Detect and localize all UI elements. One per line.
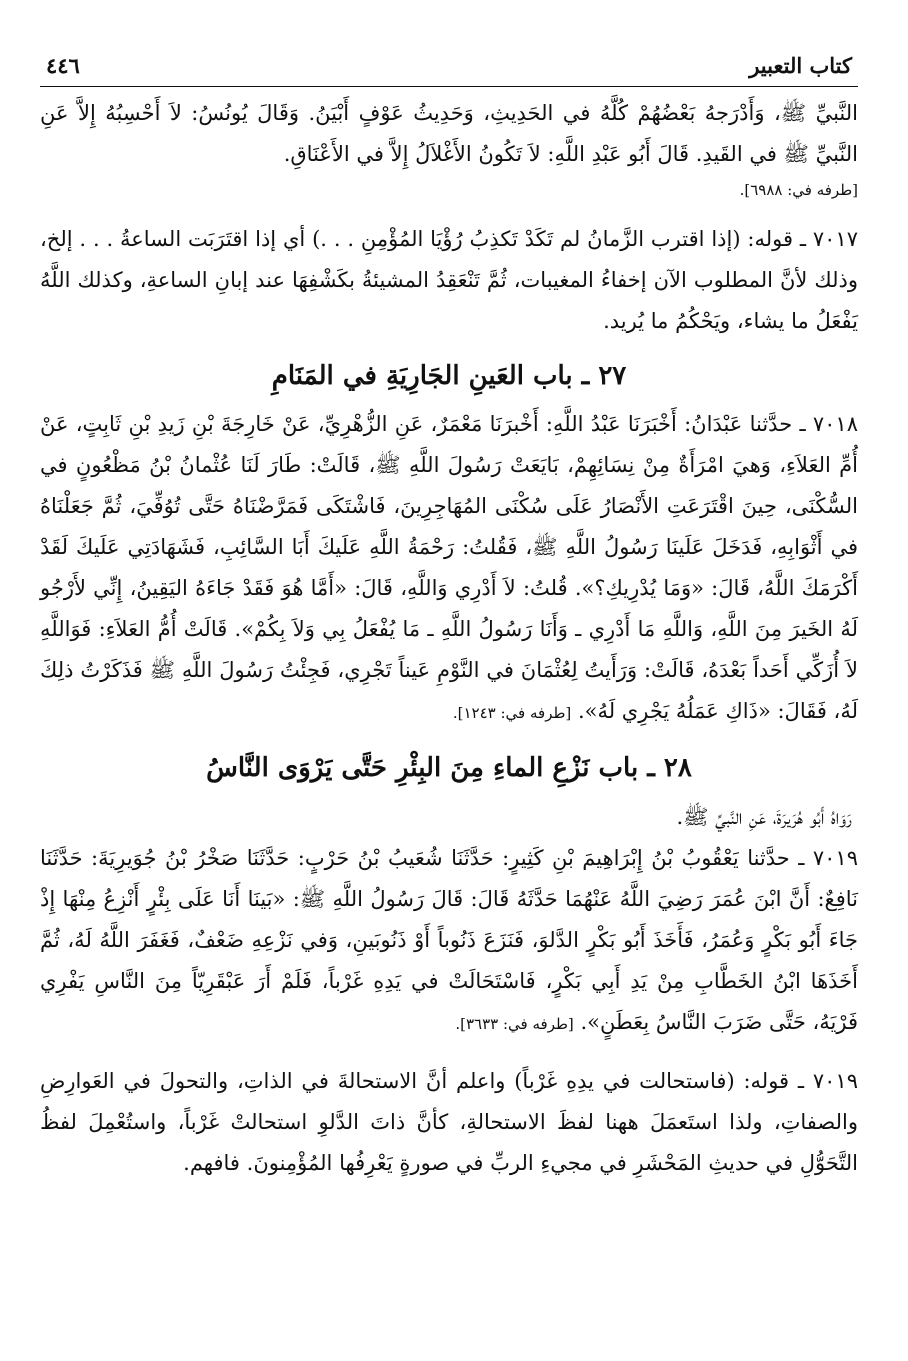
hadith-paragraph	[40, 838, 858, 1045]
cross-reference-text: [طرفه في: ٦٩٨٨].	[739, 181, 858, 199]
page-number: ٤٤٦	[46, 53, 80, 78]
commentary-paragraph	[40, 1061, 858, 1184]
book-title: كتاب التعبير	[749, 53, 852, 78]
cross-reference-text: [طرفه في: ١٢٤٣].	[452, 704, 572, 722]
cross-reference-text: [طرفه في: ٣٦٣٣].	[455, 1015, 574, 1033]
chapter-heading-28: ٢٨ ـ باب نَزْعِ الماءِ مِنَ البِئْرِ حَتَّى يَرْوَى النَّاسُ	[206, 753, 692, 783]
paragraph-text: النَّبيِّ ﷺ، وَأَدْرَجهُ بَعْضُهُمْ كُلَّهُ في الحَدِيثِ، وَحَدِيثُ عَوْفٍ أَبْيَنُ. وَقَالَ يُونُسُ: لاَ أَحْسِبُهُ إِلاَّ عَنِ النَّبيِّ ﷺ في القَيدِ. قَالَ أَبُو عَبْدِ اللَّهِ: لاَ تَكُونُ الأَغْلاَلُ إِلاَّ في الأَعْنَاقِ.	[40, 101, 858, 166]
cross-reference	[40, 175, 858, 205]
paragraph-text: ٧٠١٧ ـ قوله: (إذا اقترب الزَّمانُ لم تَكَدْ تَكذِبُ رُؤْيَا المُؤْمِنِ . . .) أي إذا اقتَرَبَت الساعةُ . . . إلخ، وذلك لأنَّ المطلوب الآن إخفاءُ المغيبات، ثُمَّ تَنْعَقِدُ المشيئةُ بكَشْفِهَا عند إبانِ الساعةِ، وكذلك اللَّهُ يَفْعَلُ ما يشاء، ويَحْكُمُ ما يُريد.	[40, 227, 858, 333]
hadith-continuation-paragraph	[40, 93, 858, 175]
narration-note: رَوَاهُ أَبُو هُرَيرَةَ، عَنِ النَّبيِّ ﷺ.	[676, 805, 852, 829]
hadith-paragraph	[40, 404, 858, 734]
commentary-paragraph	[40, 219, 858, 342]
paragraph-text: ٧٠١٩ ـ قوله: (فاستحالت في يدِهِ غَرْباً) واعلم أنَّ الاستحالةَ في الذاتِ، والتحولَ في العَوارِضِ والصفاتِ، ولذا استَعمَلَ ههنا لفظَ الاستحالةِ، كأنَّ ذاتَ الدَّلوِ استحالتْ غَرْباً، واستُعْمِلَ لفظُ التَّحَوُّلِ في حديثِ المَحْشَرِ في مجيءِ الربِّ في صورةٍ يَعْرِفُها المُؤْمِنونَ. فافهم.	[40, 1069, 858, 1175]
running-header	[40, 52, 858, 87]
paragraph-text: ٧٠١٨ ـ حدَّثنا عَبْدَانُ: أَخْبَرَنَا عَبْدُ اللَّهِ: أَخْبرَنَا مَعْمَرٌ، عَنِ الزُّهْرِيِّ، عَنْ خَارِجَةَ بْنِ زَيدِ بْنِ ثَابِتٍ، عَنْ أُمِّ العَلاَءِ، وَهيَ امْرَأَةٌ مِنْ نِسَائِهِمْ، بَايَعَتْ رَسُولَ اللَّهِ ﷺ، قَالَتْ: طَارَ لَنَا عُثْمانُ بْنُ مَظْعُونٍ في السُّكْنَى، حِينَ اقْتَرَعَتِ الأَنْصَارُ عَلَى سُكْنَى المُهَاجِرِينَ، فَاشْتَكَى فَمَرَّضْنَاهُ حَتَّى تُوُفِّيَ، ثُمَّ جَعَلْنَاهُ في أَثْوَابِهِ، فَدَخَلَ عَلَينَا رَسُولُ اللَّهِ ﷺ، فَقُلتُ: رَحْمَةُ اللَّهِ عَلَيكَ أَبَا السَّائِبِ، فَشَهَادَتِي عَلَيكَ لَقَدْ أَكْرَمَكَ اللَّهُ، قَالَ: «وَمَا يُدْرِيكِ؟». قُلتُ: لاَ أَدْرِي وَاللَّهِ، قَالَ: «أَمَّا هُوَ فَقَدْ جَاءَهُ اليَقِينُ، إِنِّي لأَرْجُو لَهُ الخَيرَ مِنَ اللَّهِ، وَاللَّهِ مَا أَدْرِي ـ وَأَنَا رَسُولُ اللَّهِ ـ مَا يُفْعَلُ بِي وَلاَ بِكُمْ». قَالَتْ أُمُّ العَلاَءِ: فَوَاللَّهِ لاَ أُزَكِّي أَحَداً بَعْدَهُ، قَالَتْ: وَرَأَيتُ لِعُثْمَانَ في النَّوْمِ عَيناً تَجْرِي، فَجِئْتُ رَسُولَ اللَّهِ ﷺ فَذَكَرْتُ ذلِكَ لَهُ، فَقَالَ: «ذَاكِ عَمَلُهُ يَجْرِي لَهُ».	[40, 412, 858, 723]
paragraph-text: ٧٠١٩ ـ حدَّثنا يَعْقُوبُ بْنُ إِبْرَاهِيمَ بْنِ كَثِيرٍ: حَدَّثَنَا شُعَيبُ بْنُ حَرْبٍ: حَدَّثَنَا صَخْرُ بْنُ جُوَيرِيَةَ: حَدَّثَنَا نَافِعٌ: أَنَّ ابْنَ عُمَرَ رَضِيَ اللَّهُ عَنْهُمَا حَدَّثَهُ قَالَ: قَالَ رَسُولُ اللَّهِ ﷺ: «بَينَا أَنَا عَلَى بِئْرٍ أَنْزِعُ مِنْهَا إِذْ جَاءَ أَبُو بَكْرٍ وَعُمَرُ، فَأَخَذَ أَبُو بَكْرٍ الدَّلوَ، فَنَزَعَ ذَنُوباً أَوْ ذَنُوبَينِ، وَفي نَزْعِهِ ضَعْفٌ، فَغَفَرَ اللَّهُ لَهُ، ثُمَّ أَخَذَهَا ابْنُ الخَطَّابِ مِنْ يَدِ أَبِي بَكْرٍ، فَاسْتَحَالَتْ في يَدِهِ غَرْباً، فَلَمْ أَرَ عَبْقَرِيّاً مِنَ النَّاسِ يَفْرِي فَرْيَهُ، حَتَّى ضَرَبَ النَّاسُ بِعَطَنٍ».	[40, 846, 858, 1034]
chapter-heading-27: ٢٧ ـ باب العَينِ الجَارِيَةِ في المَنَامِ	[271, 361, 627, 391]
